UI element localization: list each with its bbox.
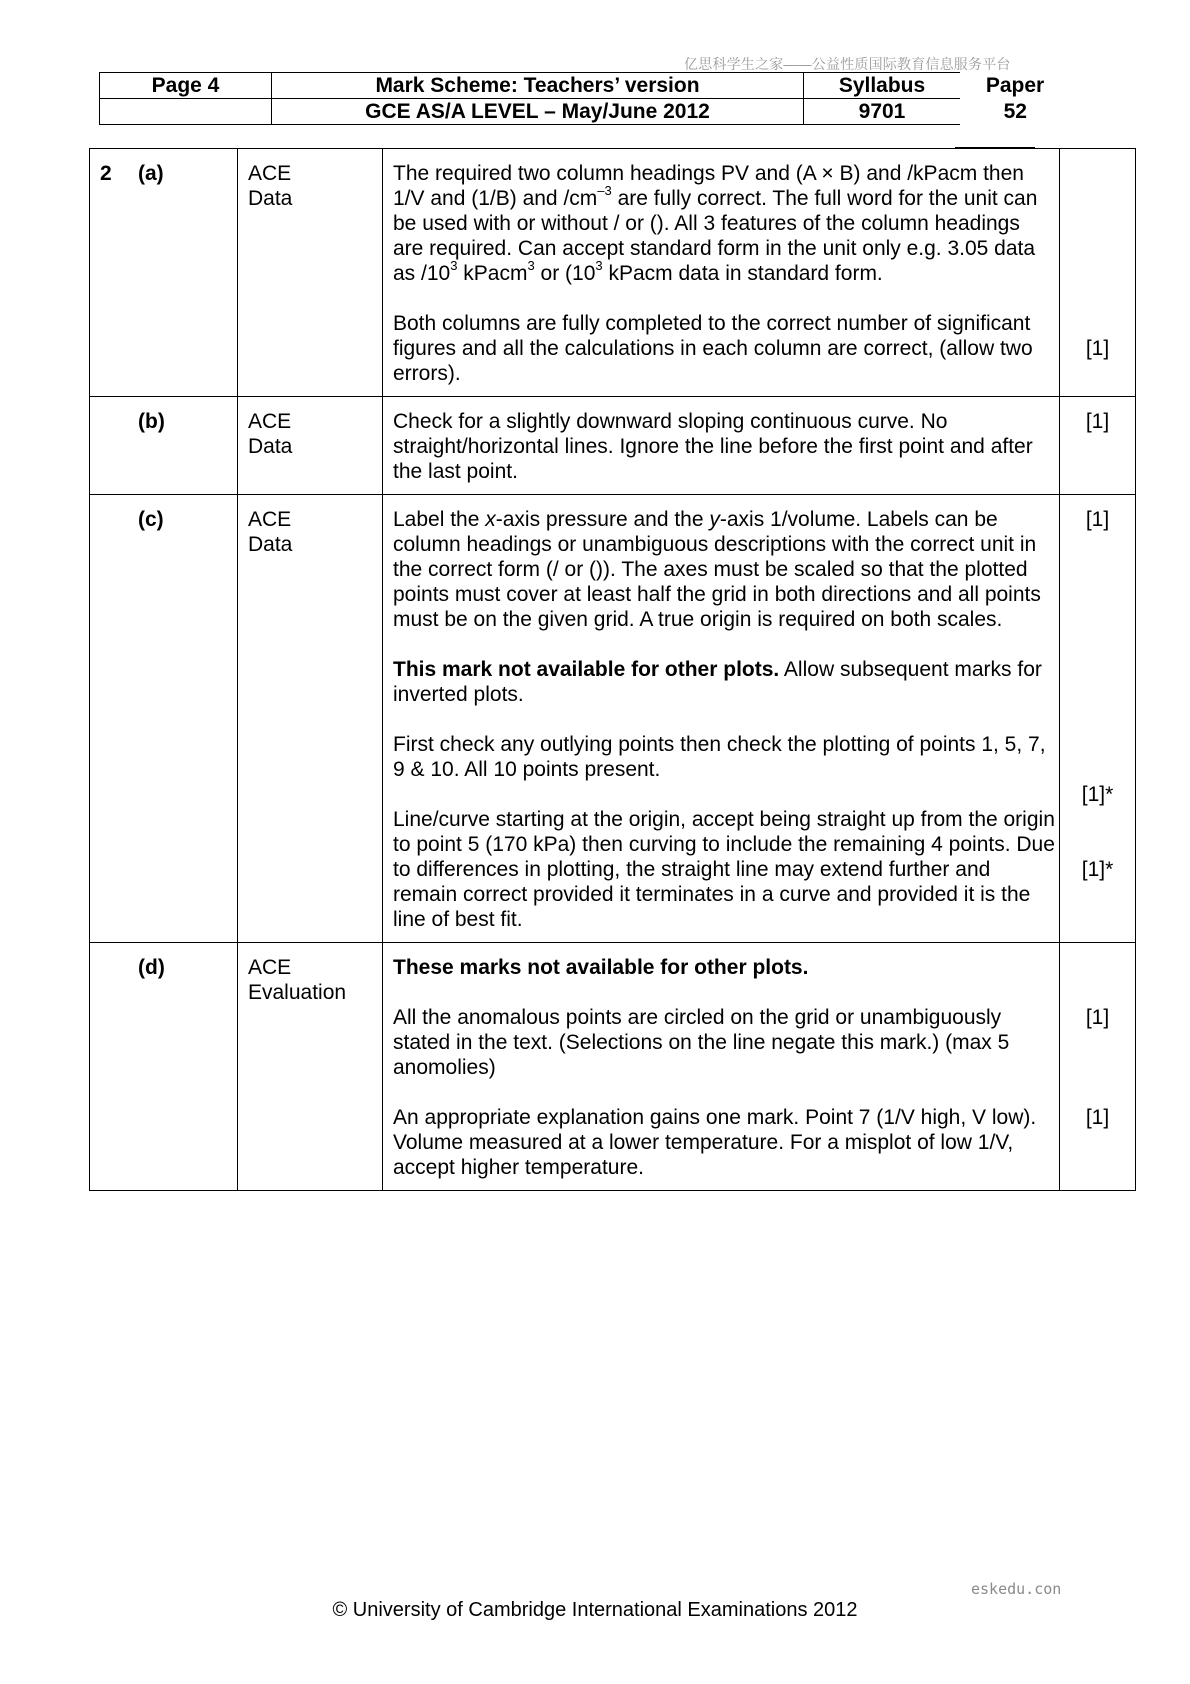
skill-cell [238, 495, 383, 943]
skill-cell [238, 397, 383, 495]
skill-area: Data [248, 435, 293, 458]
guidance-cell [383, 943, 1060, 1191]
guidance-text: Check for a slightly downward sloping continuous curve. No straight/horizontal lines. Ignore the line before the first point and after the last point. [393, 410, 1033, 483]
guidance-text: Label the x-axis pressure and the y-axis 1/volume. Labels can be column headings or unambiguous descriptions with the correct unit in the correct form (/ or ()). The axes must be scaled so that the plotted points must cover at least half the grid in both directions and all points must be on the given grid. A true origin is required on both scales. [393, 508, 1041, 631]
table-row [90, 495, 1136, 943]
question-part: (c) [138, 508, 164, 531]
skill-area: Data [248, 533, 293, 556]
page-header-table [99, 72, 1071, 125]
guidance-text: This mark not available for other plots. Allow subsequent marks for inverted plots. [393, 658, 1042, 706]
empty-header-cell [100, 99, 272, 125]
exam-session: GCE AS/A LEVEL – May/June 2012 [272, 99, 804, 125]
syllabus-code: 9701 [804, 99, 961, 125]
marks-cell [1060, 149, 1136, 397]
document-title: Mark Scheme: Teachers’ version [272, 73, 804, 99]
table-row [90, 149, 1136, 397]
table-row [90, 943, 1136, 1191]
mark-value: [1]* [1081, 783, 1114, 806]
question-cell [90, 495, 238, 943]
marks-cell [1060, 495, 1136, 943]
page-number: Page 4 [100, 73, 272, 99]
question-cell [90, 149, 238, 397]
guidance-text: An appropriate explanation gains one mark. Point 7 (1/V high, V low). Volume measured at a lower temperature. For a misplot of low 1/V, accept higher temperature. [393, 1106, 1037, 1179]
guidance-text: The required two column headings PV and (A × B) and /kPacm then 1/V and (1/B) and $/cm^{-3}$ are fully correct. The full word for the unit can be used with or without / or (). All 3 features of the column headings are required. Can accept standard form in the unit only e.g. 3.05 data as $/10^3$ kPacm$^3$ or ($10^3$ kPacm data in standard form. [393, 162, 1038, 285]
table-row [90, 397, 1136, 495]
mark-value: [1] [1085, 1006, 1110, 1029]
guidance-cell [383, 149, 1060, 397]
marks-cell [1060, 397, 1136, 495]
guidance-text: Both columns are fully completed to the correct number of significant figures and all the calculations in each column are correct, (allow two errors). [393, 312, 1033, 385]
paper-label: Paper [985, 74, 1045, 97]
skill-area: Data [248, 187, 293, 210]
skill-area: Evaluation [248, 981, 347, 1004]
guidance-text: These marks not available for other plots. [393, 956, 809, 979]
mark-value: [1] [1085, 1106, 1110, 1129]
skill-code: ACE [248, 956, 292, 979]
mark-value: [1] [1085, 508, 1110, 531]
question-number: 2 [100, 162, 112, 185]
mark-value: [1]* [1081, 858, 1114, 881]
question-cell [90, 397, 238, 495]
skill-code: ACE [248, 508, 292, 531]
question-cell [90, 943, 238, 1191]
mark-value: [1] [1085, 337, 1110, 360]
guidance-text: First check any outlying points then check the plotting of points 1, 5, 7, 9 & 10. All 10 points present. [393, 733, 1046, 781]
question-part: (b) [138, 410, 165, 433]
skill-code: ACE [248, 410, 292, 433]
site-watermark: eskedu.con [971, 1580, 1062, 1598]
question-part: (d) [138, 956, 165, 979]
skill-code: ACE [248, 162, 292, 185]
paper-number: 52 [1003, 100, 1027, 123]
syllabus-label: Syllabus [804, 73, 961, 99]
mark-scheme-table [89, 148, 1136, 1191]
guidance-cell [383, 397, 1060, 495]
copyright-footer: © University of Cambridge International Examinations 2012 [332, 1599, 858, 1621]
guidance-cell [383, 495, 1060, 943]
mark-value: [1] [1085, 410, 1110, 433]
question-part: (a) [138, 162, 164, 185]
guidance-text: Line/curve starting at the origin, accept being straight up from the origin to point 5 (170 kPa) then curving to include the remaining 4 points. Due to differences in plotting, the straight line may extend further and remain correct provided it terminates in a curve and provided it is the line of best fit. [393, 808, 1055, 931]
marks-cell [1060, 943, 1136, 1191]
watermark-text: 亿思科学生之家——公益性质国际教育信息服务平台 [684, 56, 1011, 72]
skill-cell [238, 149, 383, 397]
guidance-text: All the anomalous points are circled on the grid or unambiguously stated in the text. (Selections on the line negate this mark.) (max 5 anomolies) [393, 1006, 1010, 1079]
skill-cell [238, 943, 383, 1191]
